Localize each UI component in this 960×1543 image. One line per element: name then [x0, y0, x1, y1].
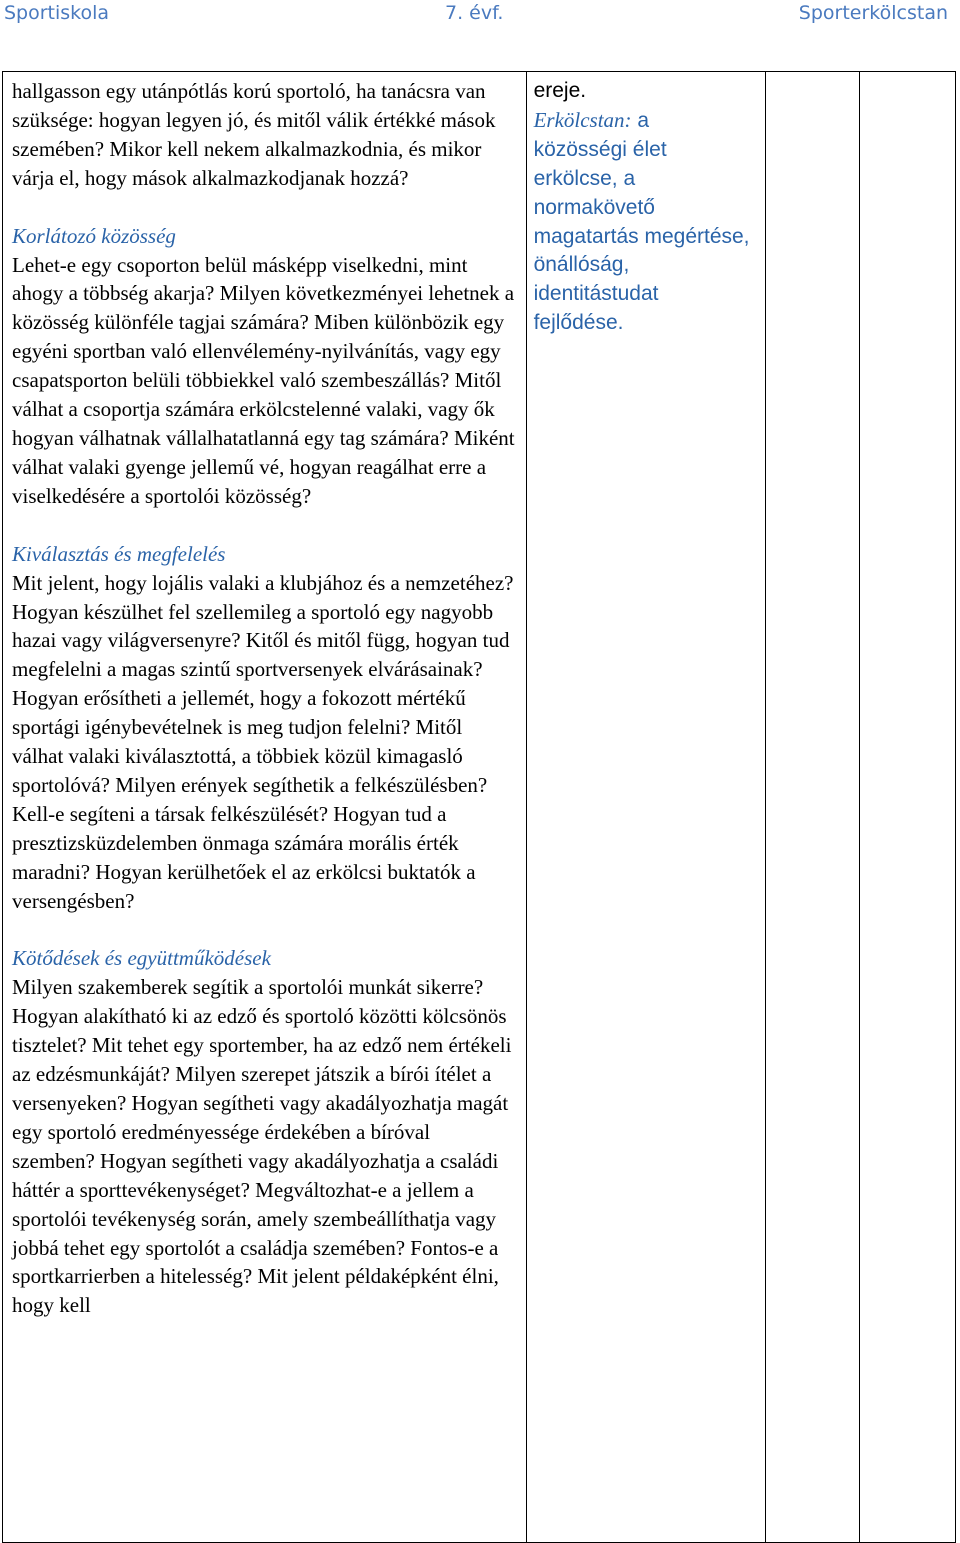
- section-body: Milyen szakemberek segítik a sportolói munkát sikerre? Hogyan alakítható ki az edző és sportoló közötti kölcsönös tisztelet? Mit tehet egy sportember, ha az edző nem értékeli az edzésmunkáját? Milyen szerepet játszik a bírói ítélet a versenyeken? Hogyan segítheti vagy akadályozhatja magát egy sportoló eredményessége érdekében a bíróval szemben? Hogyan segítheti vagy akadályozhatja a családi háttér a sporttevékenységet? Megváltozhat-e a jellem a sportolói tevékenység során, amely szembeállíthatja vagy jobbá tehet egy sportolót a családja szemében? Fontos-e a sportkarrierben a hitelesség? Mit jelent példaképként élni, hogy kell: [12, 975, 512, 1318]
- goals-heading-rest: a: [631, 108, 650, 132]
- page-header: [0, 0, 960, 34]
- empty-cell: [859, 72, 955, 1543]
- goals-cell: [526, 72, 765, 1543]
- goals-heading-line: [534, 106, 763, 136]
- section-heading: Kötődések és együttműködések: [12, 946, 271, 971]
- goals-text: [527, 72, 765, 338]
- goals-line: normakövető: [533, 195, 655, 219]
- goals-line: fejlődése.: [533, 311, 624, 335]
- goals-line: önállóság,: [533, 253, 630, 277]
- section-heading: Kiválasztás és megfelelés: [12, 541, 226, 566]
- goals-line: identitástudat: [533, 282, 659, 306]
- curriculum-table: [2, 71, 956, 1543]
- section-body: Lehet-e egy csoporton belül másképp viselkedni, mint ahogy a többség akarja? Milyen következményei lehetnek a közösség különféle tagjai számára? Miben különbözik egy egyéni sportban való ellenvélemény-nyilvánítás, vagy egy csapatsporton belüli többiekkel való szembeszállás? Mitől válhat a csoportja számára erkölcstelenné valaki, vagy ők hogyan válhatnak vállalhatatlanná egy tag számára? Miként válhat valaki gyenge jellemű vé, hogyan reagálhat erre a viselkedésére a sportolói közösség?: [12, 252, 515, 508]
- content-text: [3, 72, 526, 1320]
- section-heading: Korlátozó közösség: [12, 223, 176, 248]
- section-body: Mit jelent, hogy lojális valaki a klubjához és a nemzetéhez? Hogyan készülhet fel szellemileg a sportoló egy nagyobb hazai vagy világversenyre? Kitől és mitől függ, hogyan tud megfelelni a magas szintű sportversenyek elvárásainak? Hogyan erősítheti a jellemét, hogy a fokozott mértékű sportági igénybevételnek is meg tudjon felelni? Mitől válhat valaki kiválasztottá, a többiek közül kimagasló sportolóvá? Milyen erények segíthetik a felkészülésben? Kell-e segíteni a társak felkészülését? Hogyan tud a presztizsküzdelemben önmaga számára morális érték maradni? Hogyan kerülhetőek el az erkölcsi buktatók a versengésben?: [12, 570, 514, 913]
- header-subject: Sporterkölcstan: [798, 2, 948, 24]
- goals-heading: Erkölcstan:: [533, 107, 632, 132]
- empty-cell: [765, 72, 859, 1543]
- intro-paragraph: hallgasson egy utánpótlás korú sportoló, ha tanácsra van szüksége: hogyan legyen jó, és mitől válik értékké mások szemében? Mikor kell nekem alkalmazkodnia, és mikor várja el, hogy mások alkalmazkodjanak hozzá?: [12, 79, 496, 190]
- content-cell: [3, 72, 527, 1543]
- header-grade: 7. évf.: [445, 2, 504, 24]
- goals-line: erkölcse, a: [533, 166, 636, 190]
- header-school: Sportiskola: [4, 2, 110, 24]
- goals-line: közösségi élet: [533, 137, 667, 161]
- goals-first-line: ereje.: [533, 79, 587, 102]
- table-row: [3, 72, 956, 1543]
- goals-line: magatartás megértése,: [533, 224, 750, 248]
